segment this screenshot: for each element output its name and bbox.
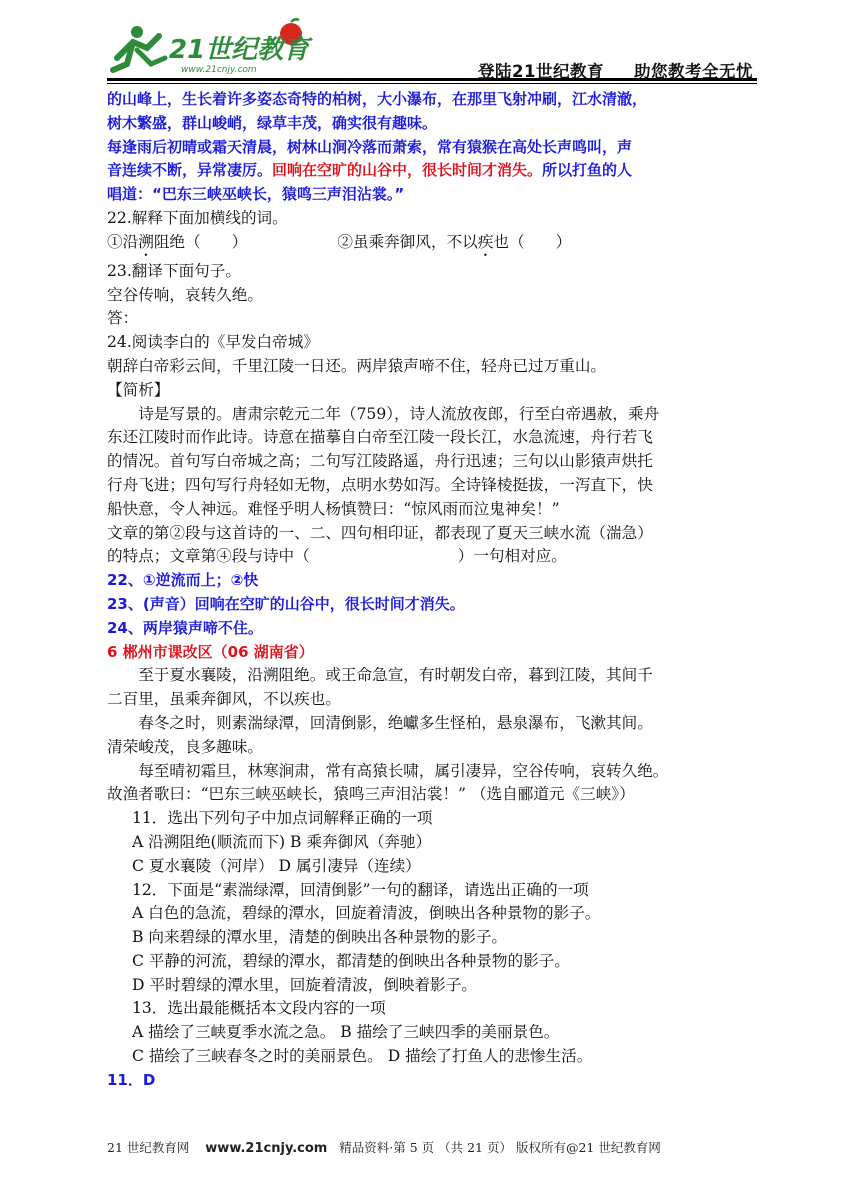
question-22: 22.解释下面加横线的词。: [107, 208, 288, 227]
question-24: 24.阅读李白的《早发白帝城》: [107, 333, 319, 352]
question-option: C 平静的河流，碧绿的潭水，都清楚的倒映出各种景物的影子。: [131, 951, 570, 970]
question-option: A 沿溯阻绝(顺流而下) B 乘奔御风（奔驰）: [131, 832, 432, 851]
translation-line: 唱道：“巴东三峡巫峡长，猿鸣三声泪沾裳。”: [107, 185, 405, 204]
answer-24: 24、两岸猿声啼不住。: [107, 618, 263, 637]
translation-fragment: 所以打鱼的人: [542, 161, 633, 180]
passage-line: 春冬之时，则素湍绿潭，回清倒影，绝巘多生怪柏，悬泉瀑布，飞漱其间。: [138, 713, 653, 732]
question-23-sentence: 空谷传响，哀转久绝。: [107, 285, 263, 304]
passage-line: 至于夏水襄陵，沿溯阻绝。或王命急宣，有时朝发白帝，暮到江陵，其间千: [138, 666, 653, 685]
emphasized-char: 疾: [477, 232, 494, 251]
footer-page-info: 精品资料·第 5 页 （共 21 页） 版权所有@21 世纪教育网: [339, 1140, 661, 1155]
question-option: B 向来碧绿的潭水里，清楚的倒映出各种景物的影子。: [131, 928, 508, 947]
footer-site-link[interactable]: www.21cnjy.com: [205, 1141, 328, 1156]
analysis-line: 的情况。首句写白帝城之高；二句写江陵路遥，舟行迅速；三句以山影猿声烘托: [107, 452, 653, 471]
page-header: [107, 18, 757, 80]
poem-text: 朝辞白帝彩云间，千里江陵一日还。两岸猿声啼不住，轻舟已过万重山。: [107, 356, 607, 375]
logo-url: www.21cnjy.com: [181, 65, 257, 75]
analysis-line: 船快意，令人神远。难怪乎明人杨慎赞曰：“惊风雨而泣鬼神矣！”: [107, 499, 560, 518]
question-option: C 夏水襄陵（河岸） D 属引凄异（连续）: [131, 856, 421, 875]
running-figure-icon: [113, 26, 165, 70]
question-option: D 平时碧绿的潭水里，回旋着清波，倒映着影子。: [131, 975, 477, 994]
passage-line: 故渔者歌曰：“巴东三峡巫峡长，猿鸣三声泪沾裳！” （选自郦道元《三峡》）: [107, 785, 635, 804]
document-body: [107, 88, 757, 1093]
answer-11: 11．D: [107, 1070, 156, 1089]
answer-label: 答：: [107, 309, 139, 328]
emphasized-char: 溯: [138, 232, 154, 251]
section-heading: 6 郴州市课改区（06 湖南省）: [107, 642, 314, 661]
translation-line-mixed: [107, 159, 757, 183]
question-option: A 描绘了三峡夏季水流之急。 B 描绘了三峡四季的美丽景色。: [131, 1023, 560, 1042]
analysis-line: 行舟飞进；四句写行舟轻如无物，点明水势如泻。全诗锋棱挺拔，一泻直下，快: [107, 475, 653, 494]
footer-left: 21 世纪教育网: [107, 1140, 190, 1155]
question-23: 23.翻译下面句子。: [107, 261, 241, 280]
question-option: C 描绘了三峡春冬之时的美丽景色。 D 描绘了打鱼人的悲惨生活。: [131, 1047, 593, 1066]
analysis-heading: 【简析】: [107, 380, 170, 399]
analysis-line: 的特点；文章第④段与诗中（ ）一句相对应。: [107, 547, 567, 566]
header-divider-thin: [107, 83, 757, 84]
logo-text: 21世纪教育: [169, 35, 310, 65]
translation-line: 每逢雨后初晴或霜天清晨，树林山涧冷落而萧索，常有猿猴在高处长声鸣叫，声: [107, 137, 633, 156]
answer-22: 22、①逆流而上；②快: [107, 571, 259, 590]
translation-line: 树木繁盛，群山峻峭，绿草丰茂，确实很有趣味。: [107, 113, 438, 132]
passage-line: 二百里，虽乘奔御风，不以疾也。: [107, 690, 341, 709]
translation-fragment: 音连续不断，异常凄厉。: [107, 161, 273, 180]
question-13: 13．选出最能概括本文段内容的一项: [131, 999, 386, 1018]
question-11: 11．选出下列句子中加点词解释正确的一项: [131, 809, 433, 828]
passage-line: 每至晴初霜旦，林寒涧肃，常有高猿长啸，属引凄异，空谷传响，哀转久绝。: [138, 761, 669, 780]
analysis-line: 诗是写景的。唐肃宗乾元二年（759），诗人流放夜郎，行至白帝遇赦，乘舟: [138, 404, 660, 423]
highlighted-answer: 回响在空旷的山谷中，很长时间才消失。: [272, 161, 543, 180]
analysis-line: 东还江陵时而作此诗。诗意在描摹自白帝至江陵一段长江，水急流速，舟行若飞: [107, 428, 653, 447]
passage-line: 清荣峻茂，良多趣味。: [107, 737, 263, 756]
analysis-line: 文章的第②段与这首诗的一、二、四句相印证，都表现了夏天三峡水流（湍急）: [107, 523, 653, 542]
answer-23: 23、(声音）回响在空旷的山谷中，很长时间才消失。: [107, 594, 465, 613]
slogan-left: 登陆21世纪教育: [478, 62, 604, 81]
question-22-items: ①沿溯阻绝（ ） ②虽乘奔御风，不以疾也（ ）: [107, 232, 572, 251]
question-option: A 白色的急流，碧绿的潭水，回旋着清波，倒映出各种景物的影子。: [131, 904, 601, 923]
translation-line: 的山峰上，生长着许多姿态奇特的柏树，大小瀑布，在那里飞射冲刷，江水清澈，: [107, 90, 648, 108]
21cnjy-logo: [107, 18, 327, 78]
slogan-right: 助您教考全无忧: [634, 62, 753, 81]
question-12: 12．下面是“素湍绿潭，回清倒影”一句的翻译，请选出正确的一项: [131, 880, 589, 899]
page-footer: [107, 1138, 757, 1156]
header-divider-thick: [107, 78, 757, 81]
